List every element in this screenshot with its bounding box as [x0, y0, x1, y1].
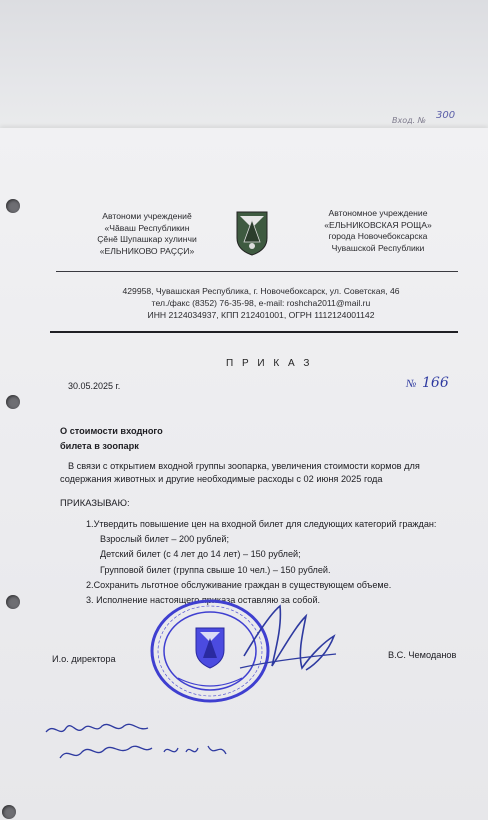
contacts-block — [96, 285, 426, 321]
punch-hole-top — [6, 199, 20, 213]
incoming-stamp-label: Вход. № — [392, 116, 427, 125]
document-subject — [60, 424, 163, 454]
preamble-line: В связи с открытием входной группы зоопарка, увеличения стоимости кормов для — [68, 461, 420, 471]
header-left-line: «ЕЛЬНИКОВО РАÇÇИ» — [99, 245, 195, 256]
punch-hole-middle — [6, 395, 20, 409]
order-items — [86, 517, 436, 608]
header-right-line: «ЕЛЬНИКОВСКАЯ РОЩА» — [324, 219, 432, 230]
header-right-line: Автономное учреждение — [328, 208, 428, 218]
order-word: ПРИКАЗЫВАЮ: — [60, 497, 130, 508]
header-right-block — [288, 208, 468, 254]
preamble-line: содержания животных и другие необходимые расходы с 02 июня 2025 года — [60, 474, 383, 484]
contacts-address: 429958, Чувашская Республика, г. Новочебоксарск, ул. Советская, 46 — [122, 286, 400, 296]
document-number: 166 — [422, 375, 449, 391]
header-divider — [56, 271, 458, 272]
header-right-line: Чувашской Республики — [331, 242, 425, 253]
order-item-1: 1.Утвердить повышение цен на входной билет для следующих категорий граждан: — [86, 519, 437, 529]
incoming-stamp-number: 300 — [436, 110, 456, 121]
order-item-3: 3. Исполнение настоящего приказа оставляю за собой. — [86, 595, 321, 606]
subject-line: О стоимости входного — [60, 426, 163, 436]
document-date: 30.05.2025 г. — [68, 381, 121, 391]
header-left-line: Çĕнĕ Шупашкар хулинчи — [97, 234, 197, 244]
punch-hole-bottom — [6, 595, 20, 609]
header-right-line: города Новочебоксарска — [328, 231, 428, 241]
subject-line: билета в зоопарк — [60, 441, 139, 451]
signer-name: В.С. Чемоданов — [388, 650, 457, 660]
header-left-block — [56, 211, 238, 257]
price-adult: Взрослый билет – 200 рублей; — [100, 534, 230, 545]
punch-hole-lower — [2, 805, 16, 819]
contacts-divider — [50, 331, 458, 333]
contacts-phone: тел./факс (8352) 76-35-98, e-mail: roshcha2011@mail.ru — [151, 298, 371, 308]
header-left-line: Автономи учреждениĕ — [102, 211, 192, 221]
document-title: П Р И К А З — [226, 358, 313, 369]
handwritten-note-icon — [40, 718, 240, 786]
price-group: Групповой билет (группа свыше 10 чел.) – 150 рублей. — [100, 564, 331, 575]
contacts-ids: ИНН 2124034937, КПП 212401001, ОГРН 1112124001142 — [147, 310, 375, 320]
handwritten-signature-icon — [236, 596, 340, 680]
price-child: Детский билет (с 4 лет до 14 лет) – 150 рублей; — [100, 549, 301, 560]
document-number-label: № — [406, 378, 417, 390]
signer-position: И.о. директора — [52, 654, 116, 664]
header-left-line: «Чăваш Республикин — [104, 222, 190, 233]
preamble-paragraph — [60, 460, 458, 486]
city-crest-icon — [234, 208, 270, 256]
order-item-2: 2.Сохранить льготное обслуживание граждан в существующем объеме. — [86, 579, 392, 590]
